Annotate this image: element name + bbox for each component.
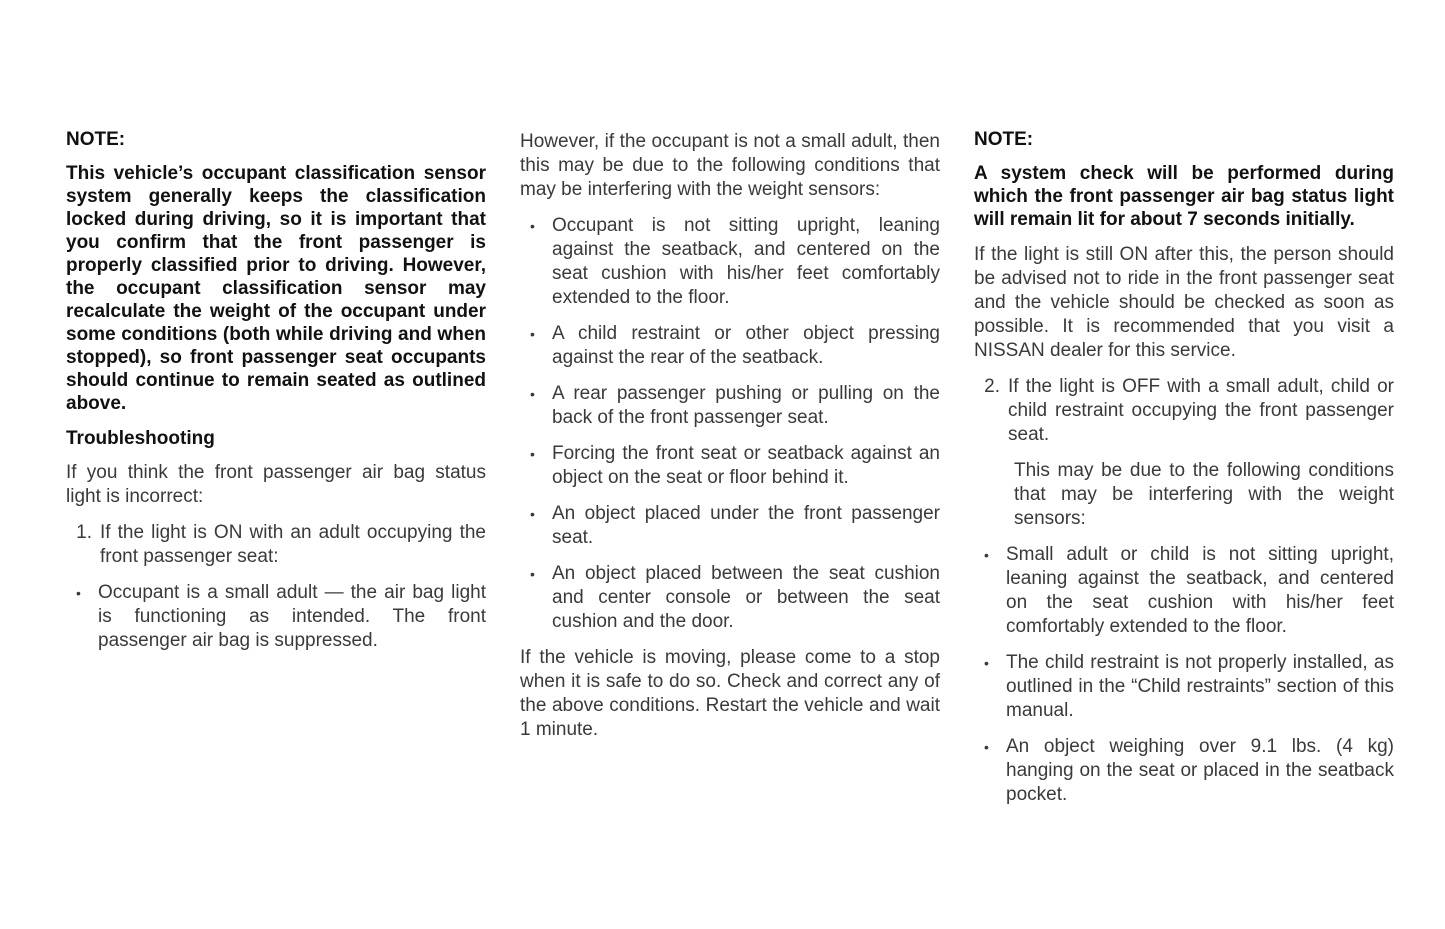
numbered-item-2 xyxy=(974,375,1394,447)
bullet-item xyxy=(520,322,940,370)
bullet-text: An object weighing over 9.1 lbs. (4 kg) hanging on the seat or placed in the seatback pocket. xyxy=(1006,736,1394,805)
bullet-icon: • xyxy=(76,585,81,601)
bullet-item xyxy=(974,735,1394,807)
note-text: This vehicle’s occupant classification sensor system generally keeps the classification locked during driving, so it is important that you confirm that the front passenger is properly classified prior to driving. However, the occupant classification sensor may recalculate the weight of the occupant under some conditions (both while driving and when stopped), so front passenger seat occupants should continue to remain seated as outlined above. xyxy=(66,163,486,414)
bullet-item xyxy=(974,543,1394,639)
bullet-item xyxy=(520,442,940,490)
conditions-outro: If the vehicle is moving, please come to a stop when it is safe to do so. Check and correct any of the above conditions. Restart the vehicle and wait 1 minute. xyxy=(520,647,940,740)
note-heading: NOTE: xyxy=(974,129,1034,150)
conditions-intro: However, if the occupant is not a small adult, then this may be due to the following conditions that may be interfering with the weight sensors: xyxy=(520,131,940,200)
item-text: If the light is ON with an adult occupying the front passenger seat: xyxy=(100,522,486,567)
bullet-item xyxy=(974,651,1394,723)
light-on-paragraph: If the light is still ON after this, the person should be advised not to ride in the front passenger seat and the vehicle should be checked as soon as possible. It is recommended that you visit a NISSAN dealer for this service. xyxy=(974,244,1394,361)
bullet-item xyxy=(520,382,940,430)
bullet-icon: • xyxy=(984,739,989,755)
bullet-icon: • xyxy=(530,218,535,234)
bullet-icon: • xyxy=(530,446,535,462)
note-text: A system check will be performed during which the front passenger air bag status light will remain lit for about 7 seconds initially. xyxy=(974,163,1394,230)
bullet-text: Occupant is not sitting upright, leaning against the seatback, and centered on the seat cushion with his/her feet comfortably extended to the floor. xyxy=(552,215,940,308)
bullet-icon: • xyxy=(984,547,989,563)
column-middle xyxy=(520,130,940,754)
note-heading: NOTE: xyxy=(66,129,126,150)
item-number: 2. xyxy=(984,376,1000,397)
bullet-text: Occupant is a small adult — the air bag light is functioning as intended. The front passenger air bag is suppressed. xyxy=(98,582,486,651)
bullet-item xyxy=(520,502,940,550)
troubleshooting-intro: If you think the front passenger air bag status light is incorrect: xyxy=(66,462,486,507)
bullet-icon: • xyxy=(984,655,989,671)
bullet-icon: • xyxy=(530,506,535,522)
bullet-icon: • xyxy=(530,386,535,402)
item-2-subtext: This may be due to the following conditions that may be interfering with the weight sensors: xyxy=(1014,460,1394,529)
bullet-text: Forcing the front seat or seatback against an object on the seat or floor behind it. xyxy=(552,443,940,488)
bullet-text: An object placed under the front passenger seat. xyxy=(552,503,940,548)
numbered-item-1 xyxy=(66,521,486,569)
bullet-text: The child restraint is not properly installed, as outlined in the “Child restraints” section of this manual. xyxy=(1006,652,1394,721)
bullet-item xyxy=(520,214,940,310)
item-text: If the light is OFF with a small adult, child or child restraint occupying the front passenger seat. xyxy=(1008,376,1394,445)
column-right xyxy=(974,128,1394,819)
bullet-text: A rear passenger pushing or pulling on the back of the front passenger seat. xyxy=(552,383,940,428)
bullet-text: An object placed between the seat cushion and center console or between the seat cushion and the door. xyxy=(552,563,940,632)
column-left xyxy=(66,128,486,665)
bullet-item xyxy=(520,562,940,634)
bullet-icon: • xyxy=(530,326,535,342)
troubleshooting-heading: Troubleshooting xyxy=(66,428,215,449)
bullet-icon: • xyxy=(530,566,535,582)
bullet-item xyxy=(66,581,486,653)
bullet-text: Small adult or child is not sitting upright, leaning against the seatback, and centered on the seat cushion with his/her feet comfortably extended to the floor. xyxy=(1006,544,1394,637)
item-number: 1. xyxy=(76,522,92,543)
bullet-text: A child restraint or other object pressing against the rear of the seatback. xyxy=(552,323,940,368)
